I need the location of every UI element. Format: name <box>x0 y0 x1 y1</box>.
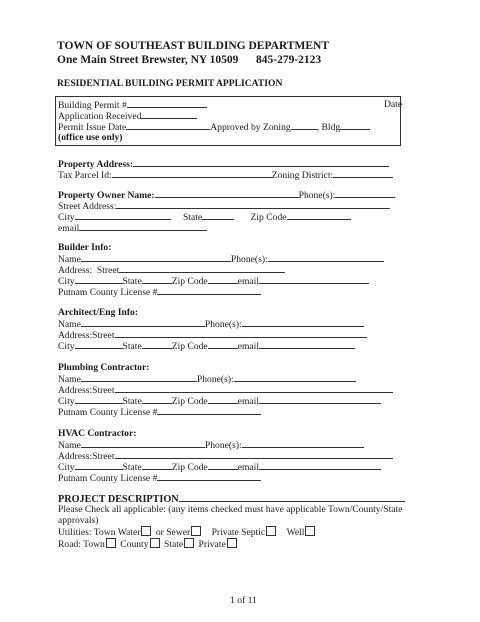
builder-email-label: email <box>237 276 260 287</box>
architect-address-label: Address:Street <box>58 330 115 341</box>
tax-parcel-label: Tax Parcel Id: <box>58 170 112 181</box>
utilities-town-water-label: Utilities: Town Water <box>58 527 141 538</box>
road-town-label: Road: Town <box>58 539 105 550</box>
owner-email-field[interactable] <box>58 222 207 234</box>
architect-name-label: Name <box>58 319 81 330</box>
private-septic-checkbox[interactable] <box>266 526 276 536</box>
plumbing-license-label: Putnam County License # <box>58 407 158 418</box>
well-label: Well <box>286 527 305 538</box>
owner-name-label: Property Owner Name: <box>58 190 155 201</box>
hvac-city-label: City <box>58 462 75 473</box>
private-septic-label: Private Septic <box>211 527 266 538</box>
owner-state-label: State <box>182 212 203 223</box>
builder-street-label: Street <box>96 265 120 276</box>
plumbing-email-label: email <box>237 396 260 407</box>
hvac-name-label: Name <box>58 440 81 451</box>
architect-state-label: State <box>122 341 142 352</box>
sewer-checkbox[interactable] <box>191 526 201 536</box>
architect-email-label: email <box>237 341 260 352</box>
well-checkbox[interactable] <box>305 526 315 536</box>
hvac-email-label: email <box>237 462 260 473</box>
sewer-label: or Sewer <box>155 527 191 538</box>
road-state-checkbox[interactable] <box>184 538 194 548</box>
architect-heading: Architect/Eng Info: <box>58 307 139 318</box>
road-county-label: County <box>120 539 149 550</box>
approved-zoning-label: Approved by Zoning <box>210 122 291 133</box>
architect-phone-label: Phone(s): <box>204 319 242 330</box>
project-description-heading: PROJECT DESCRIPTION <box>58 494 179 505</box>
road-row <box>58 538 239 550</box>
road-town-checkbox[interactable] <box>106 538 116 548</box>
plumbing-phone-label: Phone(s): <box>196 374 234 385</box>
plumbing-state-label: State <box>122 396 142 407</box>
owner-city-label: City <box>58 212 75 223</box>
builder-state-label: State <box>122 276 142 287</box>
hvac-heading: HVAC Contractor: <box>58 428 137 439</box>
page-number: 1 of 11 <box>230 595 257 606</box>
org-title: TOWN OF SOUTHEAST BUILDING DEPARTMENT <box>57 40 330 52</box>
office-use-note: (office use only) <box>58 132 123 143</box>
property-address-label: Property Address: <box>58 159 134 170</box>
hvac-phone-label: Phone(s): <box>204 440 242 451</box>
builder-zip-label: Zip Code <box>171 276 208 287</box>
date-label: Date <box>384 99 403 110</box>
road-private-label: Private <box>198 539 226 550</box>
builder-name-label: Name <box>58 254 81 265</box>
town-water-checkbox[interactable] <box>141 526 151 536</box>
plumbing-zip-label: Zip Code <box>171 396 208 407</box>
builder-heading: Builder Info: <box>58 242 112 253</box>
plumbing-heading: Plumbing Contractor: <box>58 362 150 373</box>
owner-zip-label: Zip Code <box>250 212 287 223</box>
hvac-state-label: State <box>122 462 142 473</box>
org-address: One Main Street Brewster, NY 10509 <box>57 54 239 66</box>
architect-city-row[interactable] <box>58 340 355 352</box>
road-state-label: State <box>163 539 184 550</box>
plumbing-city-label: City <box>58 396 75 407</box>
plumbing-name-label: Name <box>58 374 81 385</box>
permit-number-label: Building Permit # <box>58 100 127 111</box>
hvac-license-label: Putnam County License # <box>58 473 158 484</box>
form-title: RESIDENTIAL BUILDING PERMIT APPLICATION <box>57 78 283 89</box>
project-instructions: Please Check all applicable: (any items checked must have applicable Town/County/State <box>58 504 403 515</box>
architect-zip-label: Zip Code <box>171 341 208 352</box>
tax-parcel-field[interactable] <box>58 169 393 181</box>
road-county-checkbox[interactable] <box>150 538 160 548</box>
utilities-row <box>58 526 317 538</box>
builder-license-label: Putnam County License # <box>58 287 158 298</box>
owner-street-label: Street Address: <box>58 201 117 212</box>
hvac-address-label: Address:Street <box>58 451 115 462</box>
application-received-label: Application Received <box>58 111 142 122</box>
plumbing-license-field[interactable] <box>58 406 261 418</box>
road-private-checkbox[interactable] <box>227 538 237 548</box>
builder-license-field[interactable] <box>58 286 261 298</box>
builder-address-label: Address: <box>58 265 93 276</box>
bldg-label: , Bldg <box>316 122 341 133</box>
hvac-license-field[interactable] <box>58 472 261 484</box>
architect-city-label: City <box>58 341 75 352</box>
plumbing-address-label: Address:Street <box>58 385 115 396</box>
hvac-zip-label: Zip Code <box>171 462 208 473</box>
builder-city-label: City <box>58 276 75 287</box>
permit-issue-date-label: Permit Issue Date <box>58 122 127 133</box>
org-phone: 845-279-2123 <box>256 54 322 66</box>
owner-phone-label: Phone(s): <box>298 190 336 201</box>
builder-phone-label: Phone(s): <box>230 254 268 265</box>
zoning-district-label: Zoning District: <box>271 170 334 181</box>
project-instructions-2: approvals) <box>58 515 99 526</box>
owner-email-label: email <box>58 223 80 234</box>
